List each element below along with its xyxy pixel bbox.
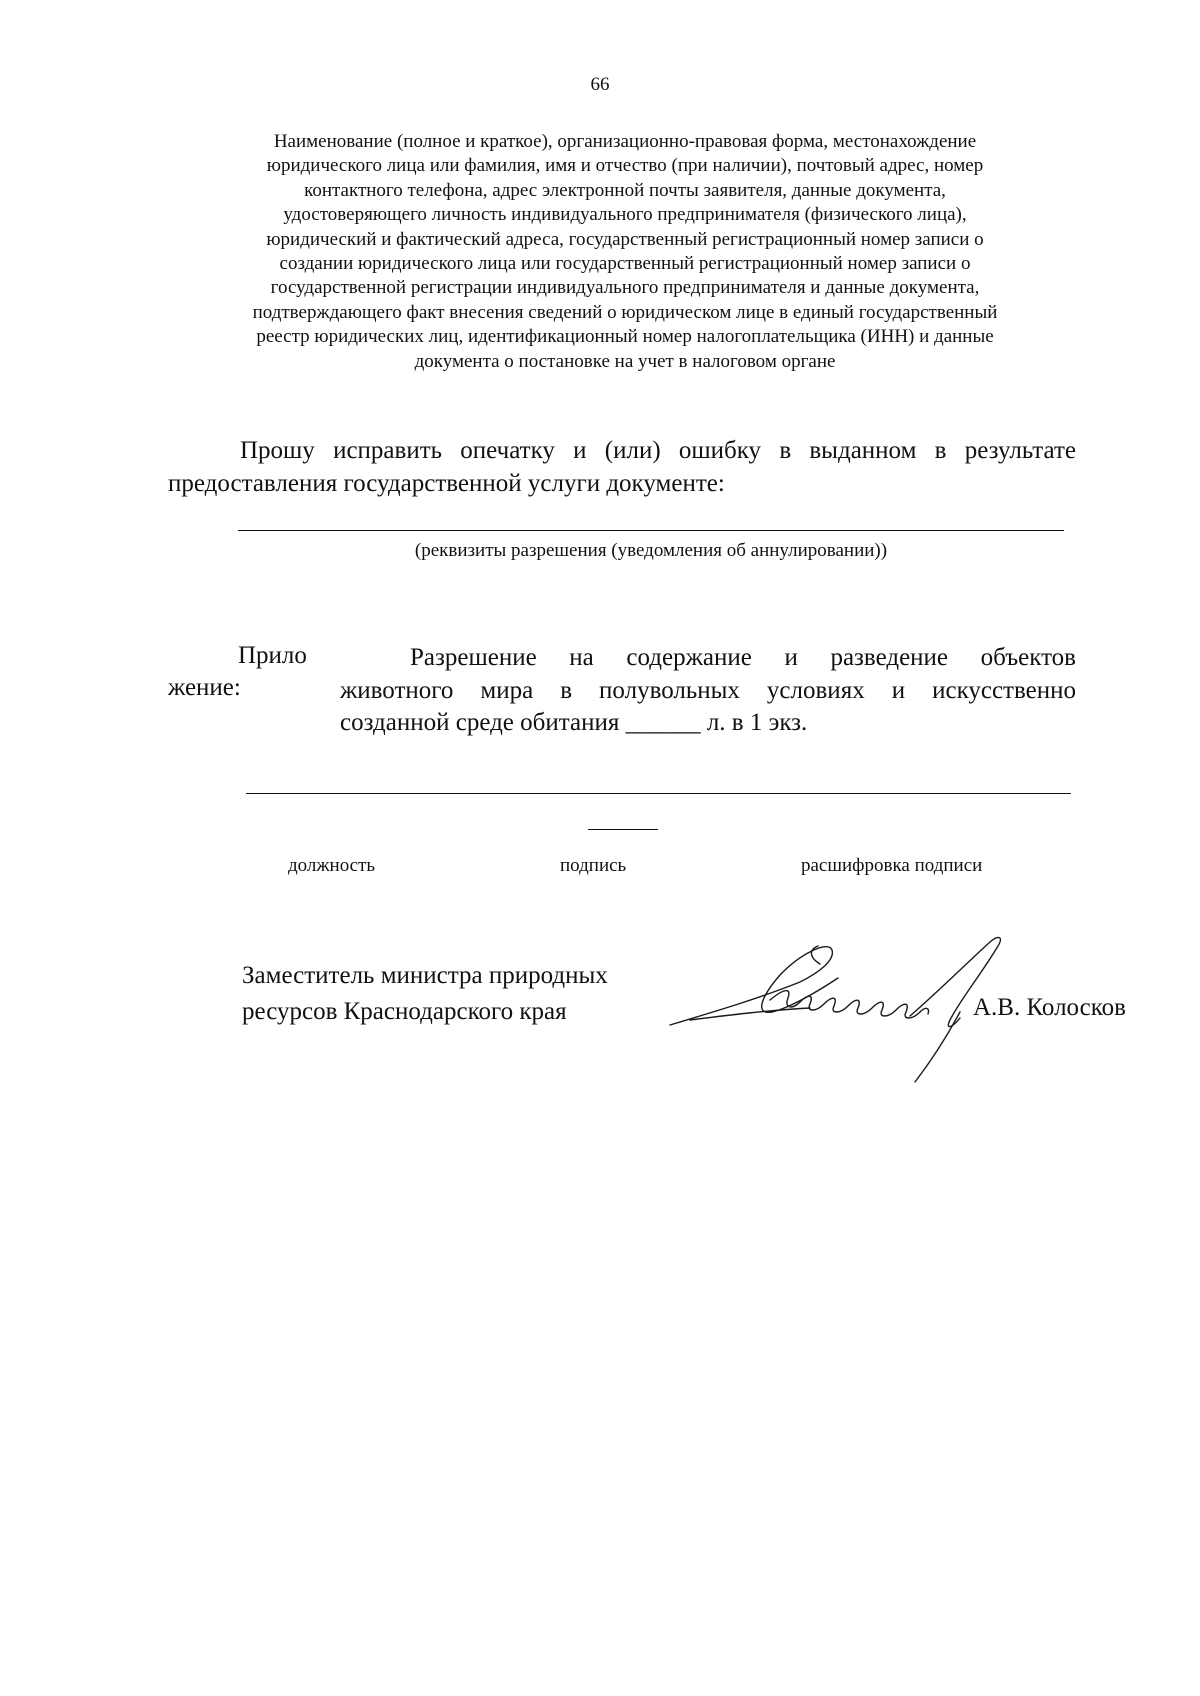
signature-short-line: [588, 829, 658, 830]
official-name: А.В. Колосков: [973, 994, 1126, 1021]
official-title: [242, 958, 608, 1030]
caption-line: удостоверяющего личность индивидуального предпринимателя (физического лица),: [283, 204, 967, 226]
caption-line: Наименование (полное и краткое), организационно-правовая форма, местонахождение: [273, 131, 977, 152]
official-title-line-2: ресурсов Краснодарского края: [242, 998, 567, 1025]
official-title-line-1: Заместитель министра природных: [242, 962, 608, 989]
signature-blank-line: [246, 793, 1071, 794]
page-number: 66: [590, 74, 610, 95]
caption-line: юридический и фактический адреса, государственный регистрационный номер записи о: [266, 228, 984, 250]
attachment-line-3: созданной среде обитания ______ л. в 1 экз.: [340, 709, 808, 736]
caption-line: документа о постановке на учет в налоговом органе: [414, 350, 836, 372]
request-line-2: предоставления государственной услуги документе:: [168, 470, 725, 497]
attachment-line-2: животного мира в полувольных условиях и искусственно: [340, 676, 1076, 704]
caption-line: юридического лица или фамилия, имя и отчество (при наличии), почтовый адрес, номер: [266, 155, 984, 177]
caption-line: создании юридического лица или государственный регистрационный номер записи о: [279, 253, 971, 275]
caption-line: государственной регистрации индивидуального предпринимателя и данные документа,: [270, 277, 980, 299]
signature-decode-label: расшифровка подписи: [801, 855, 983, 876]
caption-line: подтверждающего факт внесения сведений о юридическом лице в единый государственный: [252, 301, 998, 323]
caption-line: контактного телефона, адрес электронной почты заявителя, данные документа,: [304, 179, 946, 201]
attachment-line-1: Разрешение на содержание и разведение объектов: [410, 644, 1076, 671]
attachment-text: [340, 642, 1076, 740]
position-label: должность: [288, 855, 376, 876]
requisites-caption: (реквизиты разрешения (уведомления об аннулировании)): [414, 540, 888, 561]
signature-label: подпись: [560, 855, 627, 876]
request-line-1: Прошу исправить опечатку и (или) ошибку в выданном в результате: [240, 437, 1076, 464]
applicant-details-caption: [175, 130, 1075, 374]
caption-line: реестр юридических лиц, идентификационный номер налогоплательщика (ИНН) и данные: [256, 326, 994, 348]
attachment-label-part2: жение:: [168, 674, 241, 701]
attachment-label-part1: Прило: [238, 642, 307, 669]
requisites-blank-line: [238, 530, 1064, 531]
request-paragraph: [168, 434, 1076, 500]
